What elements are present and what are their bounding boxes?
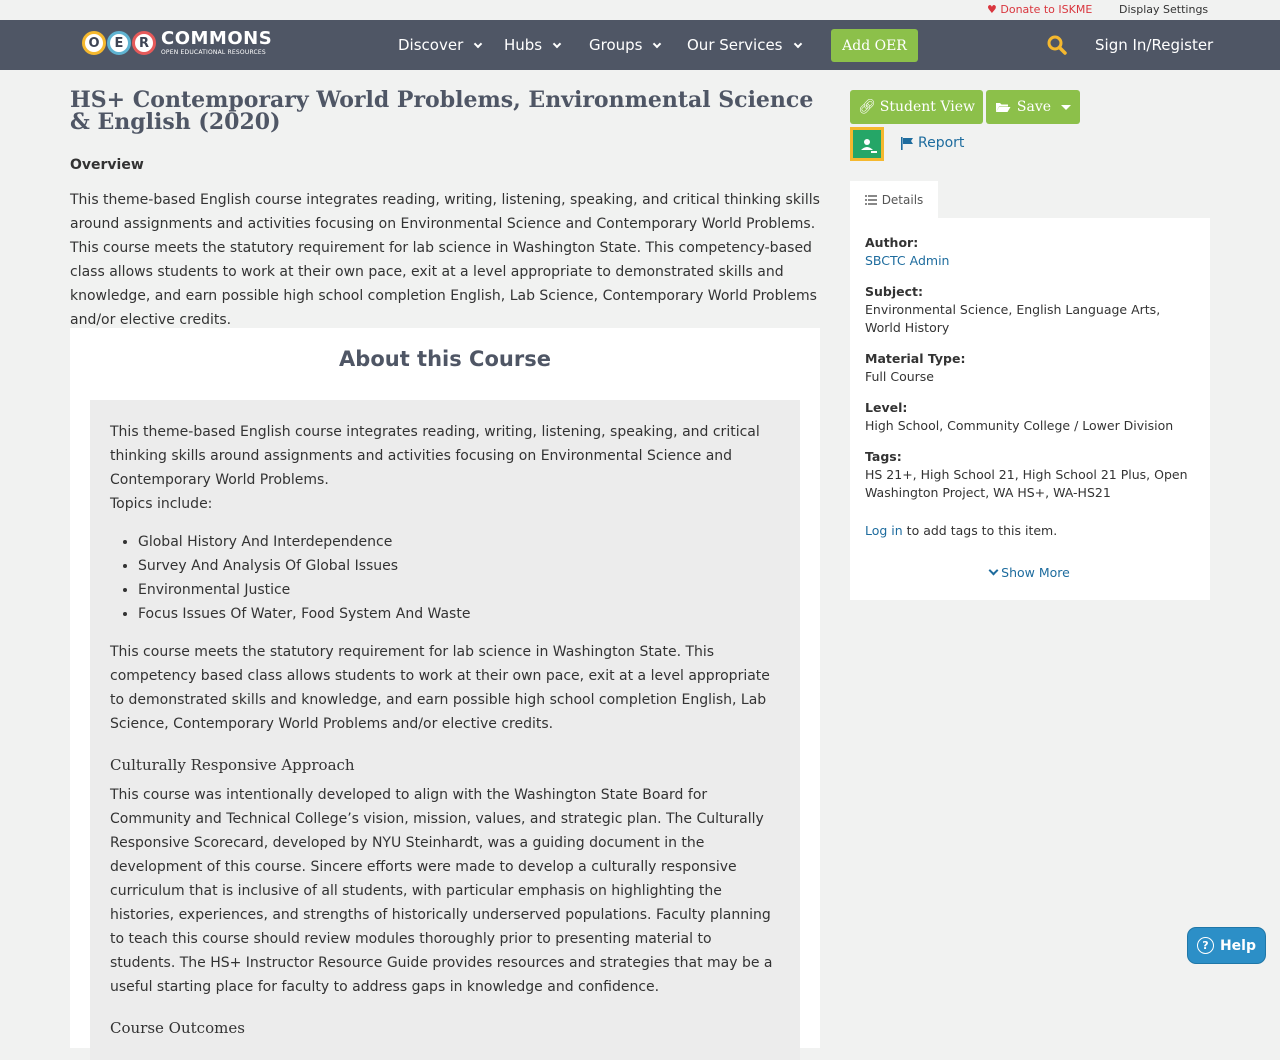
login-suffix: to add tags to this item.	[902, 523, 1058, 538]
level-value: High School, Community College / Lower Division	[865, 418, 1174, 433]
culturally-responsive-heading: Culturally Responsive Approach	[110, 756, 355, 774]
chevron-down-icon	[793, 40, 801, 48]
report-link[interactable]	[900, 135, 964, 151]
level-field	[865, 399, 1195, 435]
topics-list	[138, 530, 780, 626]
chevron-down-icon	[474, 40, 482, 48]
nav-groups[interactable]	[589, 36, 660, 54]
about-paragraph-2: This course meets the statutory requirement for lab science in Washington State. This competency based class allows students to work at their own pace, exit at a level appropriate to demonstrated skills and knowledge, and earn possible high school completion English, Lab Science, Contemporary World Problems and/or elective credits.	[110, 644, 770, 732]
link-icon: 🔗︎	[858, 99, 876, 115]
list-item: • Focus Issues Of Water, Food System And Waste	[138, 602, 780, 626]
save-label: Save	[1016, 99, 1052, 115]
logo-wordmark: COMMONS	[161, 28, 273, 49]
details-panel	[850, 218, 1210, 600]
tags-field	[865, 448, 1195, 502]
logo-text	[161, 30, 272, 56]
nav-our-services-label: Our Services	[687, 36, 783, 54]
logo-letter-o: O	[82, 31, 106, 55]
material-type-value: Full Course	[865, 369, 934, 384]
student-view-label: Student View	[879, 99, 975, 115]
list-item: • Global History And Interdependence	[138, 530, 780, 554]
report-label: Report	[918, 135, 965, 151]
overview-text: This theme-based English course integrates reading, writing, listening, speaking, and critical thinking skills around assignments and activities focusing on Environmental Science and Contemporary World Problems. This course meets the statutory requirement for lab science in Washington State. This competency-based class allows students to work at their own pace, exit at a level appropriate to demonstrated skills and knowledge, and earn possible high school completion English, Lab Science, Contemporary World Problems and/or elective credits.	[70, 192, 820, 328]
help-label: Help	[1219, 937, 1257, 954]
nav-hubs-label: Hubs	[504, 36, 543, 54]
about-intro: This theme-based English course integrates reading, writing, listening, speaking, and critical thinking skills around assignments and activities focusing on Environmental Science and Contemporary World Problems.	[110, 424, 760, 488]
oer-commons-logo[interactable]	[82, 25, 272, 61]
list-item: • Environmental Justice	[138, 578, 780, 602]
sign-in-register-link[interactable]: Sign In/Register	[1095, 36, 1214, 54]
nav-our-services[interactable]	[687, 36, 801, 54]
google-classroom-icon[interactable]	[850, 127, 884, 161]
author-field	[865, 234, 1195, 270]
details-tab-label: Details	[881, 192, 924, 207]
nav-discover[interactable]	[398, 36, 481, 54]
tab-details[interactable]	[850, 181, 938, 218]
donate-label: Donate to ISKME	[1000, 3, 1093, 16]
nav-discover-label: Discover	[398, 36, 464, 54]
tags-value: HS 21+, High School 21, High School 21 Plus, Open Washington Project, WA HS+, WA-HS21	[865, 467, 1188, 500]
login-to-tag-line	[865, 522, 1195, 540]
tags-label: Tags:	[865, 449, 902, 464]
utility-bar	[0, 0, 1280, 20]
author-link[interactable]: SBCTC Admin	[865, 253, 950, 268]
log-in-link[interactable]: Log in	[865, 523, 903, 538]
logo-circles	[82, 31, 157, 55]
list-item: • Survey And Analysis Of Global Issues	[138, 554, 780, 578]
material-type-label: Material Type:	[865, 351, 966, 366]
caret-down-icon	[1061, 105, 1071, 110]
show-more-label: Show More	[1001, 565, 1070, 580]
material-type-field	[865, 350, 1195, 386]
list-icon	[865, 195, 877, 205]
logo-letter-e: E	[107, 31, 131, 55]
overview-heading: Overview	[70, 157, 144, 173]
display-settings-link[interactable]: Display Settings	[1119, 3, 1209, 16]
nav-hubs[interactable]	[504, 36, 560, 54]
classroom-person-icon	[853, 130, 881, 158]
question-icon: ?	[1197, 937, 1214, 954]
culturally-responsive-text: This course was intentionally developed to align with the Washington State Board for Community and Technical College’s vision, mission, values, and strategic plan. The Culturally Responsive Scorecard, developed by NYU Steinhardt, was a guiding document in the development of this course. Sincere efforts were made to develop a culturally responsive curriculum that is inclusive of all students, with particular emphasis on highlighting the histories, experiences, and strengths of historically underserved populations. Faculty planning to teach this course should review modules thoroughly prior to presenting material to students. The HS+ Instructor Resource Guide provides resources and strategies that may be a useful starting place for faculty to address gaps in knowledge and confidence.	[110, 787, 773, 995]
topics-label: Topics include:	[110, 496, 213, 512]
folder-open-icon	[995, 101, 1011, 113]
student-view-button[interactable]	[850, 90, 983, 124]
about-course-panel	[70, 328, 820, 1048]
about-course-title: About this Course	[339, 347, 551, 371]
search-icon[interactable]	[1047, 35, 1067, 55]
help-button[interactable]	[1188, 928, 1265, 963]
chevron-down-icon	[989, 566, 999, 576]
chevron-down-icon	[653, 40, 661, 48]
subject-value: Environmental Science, English Language Arts, World History	[865, 302, 1161, 335]
subject-label: Subject:	[865, 284, 923, 299]
main-navbar	[0, 20, 1280, 70]
subject-field	[865, 283, 1195, 337]
about-course-content	[90, 400, 800, 1060]
level-label: Level:	[865, 400, 908, 415]
logo-subtext: OPEN EDUCATIONAL RESOURCES	[161, 49, 266, 56]
page-title: HS+ Contemporary World Problems, Environmental Science & English (2020)	[70, 87, 814, 135]
nav-groups-label: Groups	[589, 36, 643, 54]
chevron-down-icon	[553, 40, 561, 48]
show-more-button[interactable]	[865, 564, 1195, 582]
heart-icon: ♥	[987, 3, 997, 16]
donate-link[interactable]	[987, 3, 1092, 16]
course-outcomes-heading: Course Outcomes	[110, 1019, 245, 1037]
author-label: Author:	[865, 235, 919, 250]
flag-icon	[900, 137, 914, 150]
logo-letter-r: R	[132, 31, 156, 55]
add-oer-button[interactable]: Add OER	[831, 29, 918, 62]
save-button[interactable]	[986, 90, 1080, 124]
